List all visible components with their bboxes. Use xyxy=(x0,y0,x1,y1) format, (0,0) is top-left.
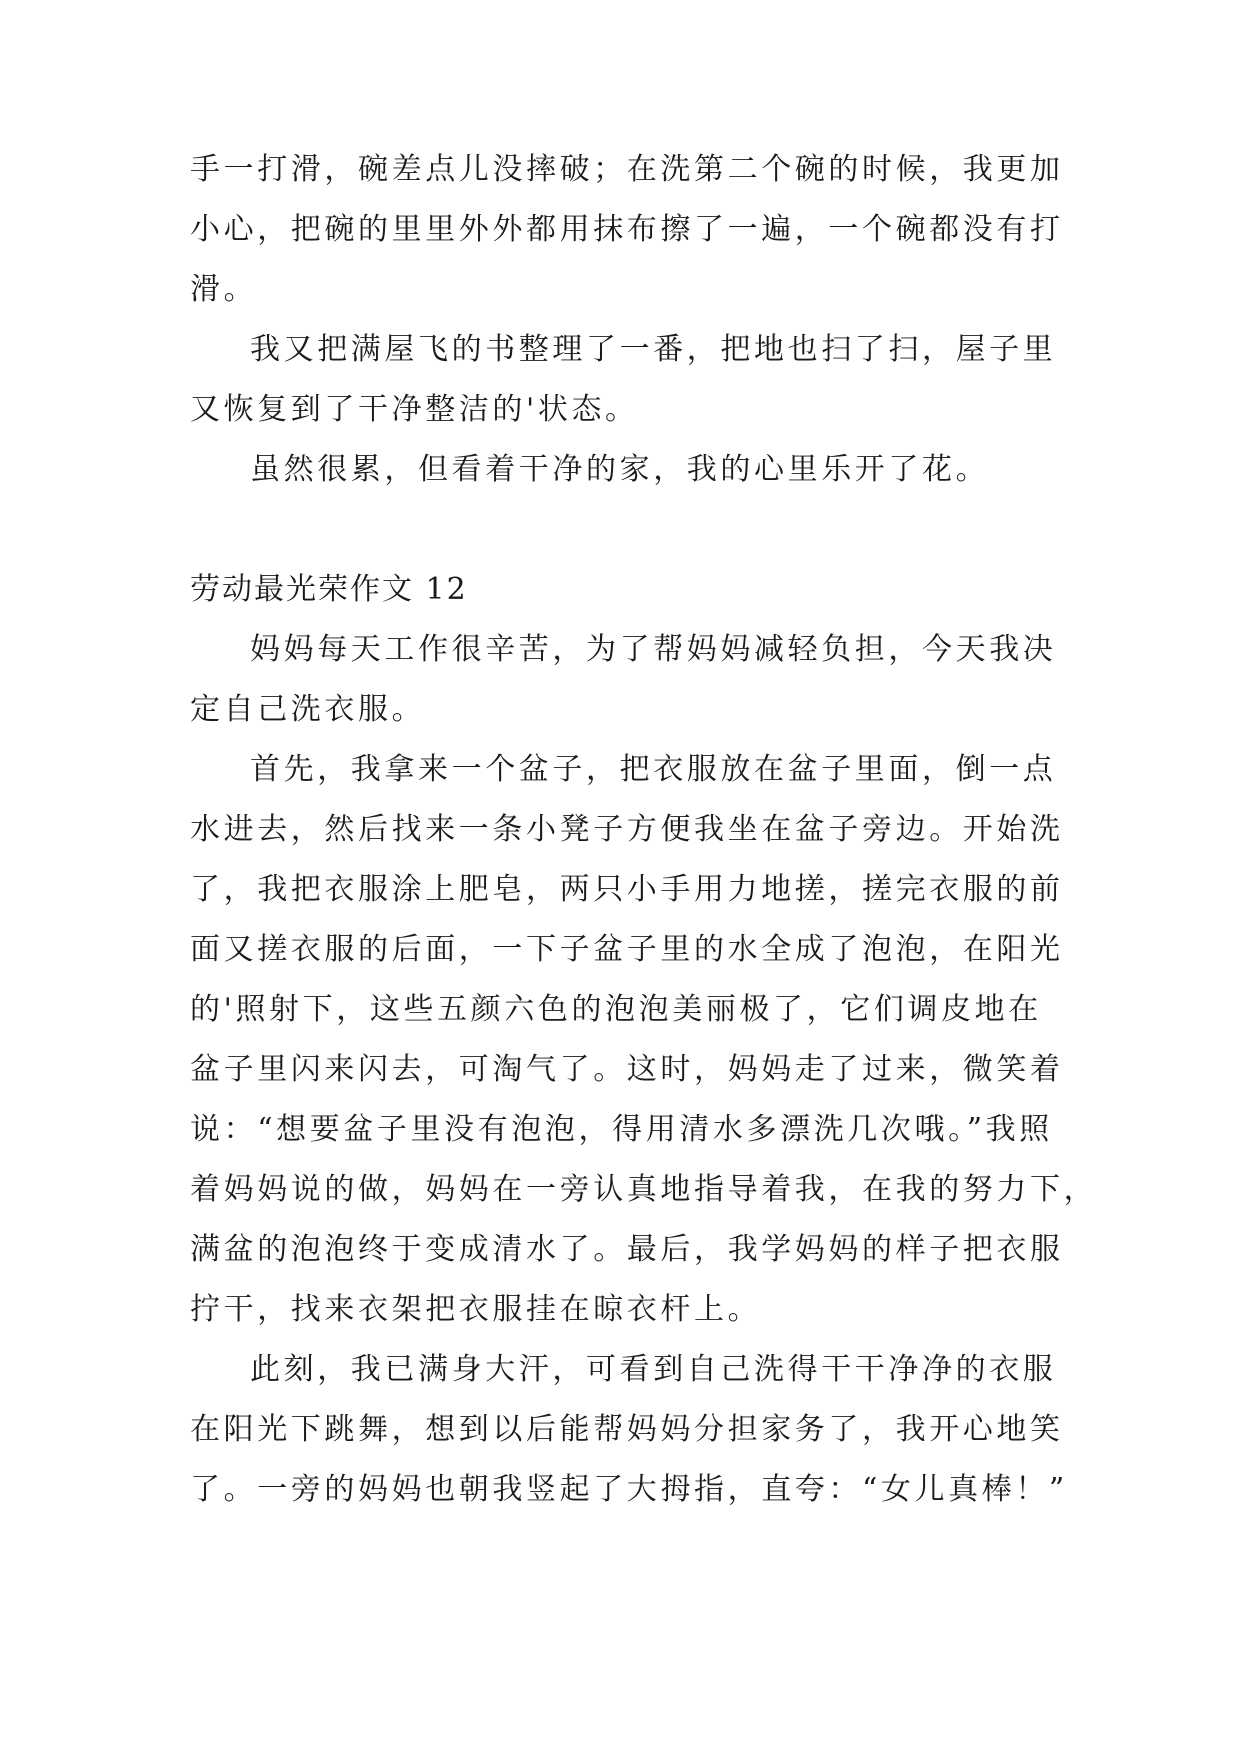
text-line: 虽然很累，但看着干净的家，我的心里乐开了花。 xyxy=(250,452,990,487)
text-line: 在阳光下跳舞，想到以后能帮妈妈分担家务了，我开心地笑 xyxy=(190,1412,1064,1447)
text-line: 水进去，然后找来一条小凳子方便我坐在盆子旁边。开始洗 xyxy=(190,812,1064,847)
text-line: 首先，我拿来一个盆子，把衣服放在盆子里面，倒一点 xyxy=(250,752,1057,787)
text-line: 小心，把碗的里里外外都用抹布擦了一遍，一个碗都没有打 xyxy=(190,212,1064,247)
text-line: 的'照射下，这些五颜六色的泡泡美丽极了，它们调皮地在 xyxy=(190,992,1042,1027)
text-line: 拧干，找来衣架把衣服挂在晾衣杆上。 xyxy=(190,1292,762,1327)
text-line: 又恢复到了干净整洁的'状态。 xyxy=(190,392,639,427)
text-line: 我又把满屋飞的书整理了一番，把地也扫了扫，屋子里 xyxy=(250,332,1057,367)
text-line: 妈妈每天工作很辛苦，为了帮妈妈减轻负担，今天我决 xyxy=(250,632,1057,667)
text-line: 手一打滑，碗差点儿没摔破；在洗第二个碗的时候，我更加 xyxy=(190,152,1064,187)
text-line: 说：“想要盆子里没有泡泡，得用清水多漂洗几次哦。”我照 xyxy=(190,1112,1053,1147)
text-line: 了，我把衣服涂上肥皂，两只小手用力地搓，搓完衣服的前 xyxy=(190,872,1064,907)
text-line: 定自己洗衣服。 xyxy=(190,692,426,727)
text-line: 此刻，我已满身大汗，可看到自己洗得干干净净的衣服 xyxy=(250,1352,1057,1387)
text-line: 面又搓衣服的后面，一下子盆子里的水全成了泡泡，在阳光 xyxy=(190,932,1064,967)
text-line: 盆子里闪来闪去，可淘气了。这时，妈妈走了过来，微笑着 xyxy=(190,1052,1064,1087)
essay-title: 劳动最光荣作文 12 xyxy=(190,572,468,607)
text-line: 满盆的泡泡终于变成清水了。最后，我学妈妈的样子把衣服 xyxy=(190,1232,1064,1267)
text-line: 了。一旁的妈妈也朝我竖起了大拇指，直夸：“女儿真棒！” xyxy=(190,1472,1068,1507)
text-line: 滑。 xyxy=(190,272,258,307)
text-line: 着妈妈说的做，妈妈在一旁认真地指导着我，在我的努力下， xyxy=(190,1172,1098,1207)
